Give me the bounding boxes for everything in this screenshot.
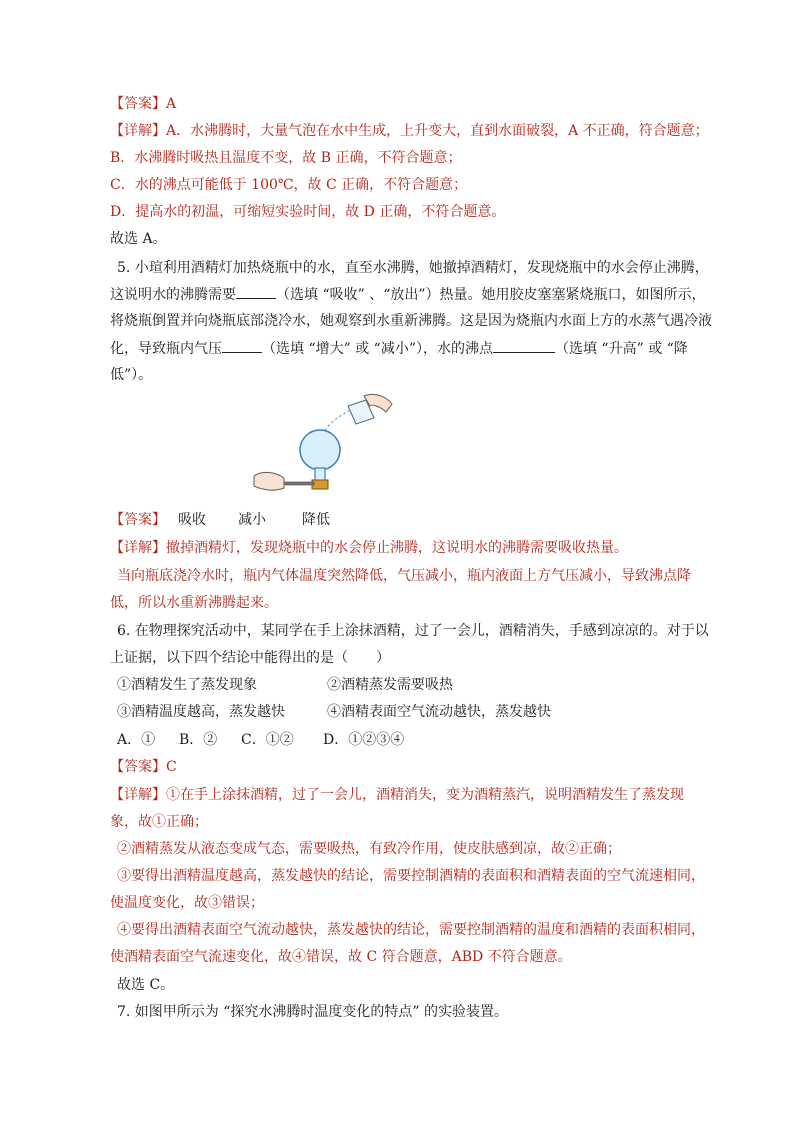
q4-detail-a — [110, 121, 710, 141]
q5-detail-3: 低，所以水重新沸腾起来。 — [110, 595, 278, 611]
choice-c: C．①② — [241, 732, 294, 748]
q5-line-1: 5. 小瑄利用酒精灯加热烧瓶中的水，直至水沸腾，她撤掉酒精灯，发现烧瓶中的水会停止沸腾， — [117, 260, 709, 276]
q6-choose: 故选 C。 — [117, 977, 175, 993]
q7-line-1: 7. 如图甲所示为 “探究水沸腾时温度变化的特点” 的实验装置。 — [117, 1004, 509, 1020]
q4-detail-b: B．水沸腾时吸热且温度不变，故 B 正确，不符合题意； — [110, 150, 462, 166]
answer-1: 吸收 — [178, 512, 206, 528]
q4-choose: 故选 A。 — [110, 231, 167, 247]
option-3: ③酒精温度越高，蒸发越快 — [117, 704, 285, 720]
answer-value: C — [166, 759, 177, 775]
detail-text: ①在手上涂抹酒精，过了一会儿，酒精消失，变为酒精蒸汽，说明酒精发生了蒸发现 — [166, 787, 684, 803]
answer-tag: 【答案】 — [110, 96, 166, 112]
beaker-icon — [348, 394, 392, 424]
answer-tag: 【答案】 — [110, 759, 166, 775]
q4-answer-line — [110, 94, 710, 114]
detail-tag: 【详解】 — [110, 540, 166, 556]
choice-a: A．① — [117, 732, 156, 748]
blank-2 — [222, 338, 262, 353]
answer-value: A — [166, 96, 177, 112]
option-1: ①酒精发生了蒸发现象 — [117, 677, 257, 693]
q6-detail-6: ④要得出酒精表面空气流动越快，蒸发越快的结论，需要控制酒精的温度和酒精的表面积相同， — [117, 922, 705, 938]
q5-answer-line — [110, 510, 710, 530]
detail-text: 撤掉酒精灯，发现烧瓶中的水会停止沸腾，这说明水的沸腾需要吸收热量。 — [166, 540, 628, 556]
q5-line-3: 将烧瓶倒置并向烧瓶底部浇冷水，她观察到水重新沸腾。这是因为烧瓶内水面上方的水蒸气遇冷液 — [110, 313, 712, 329]
stopper-icon — [312, 480, 328, 489]
q6-line-1: 6. 在物理探究活动中，某同学在手上涂抹酒精，过了一会儿，酒精消失，手感到凉凉的。对于以 — [117, 623, 709, 639]
q6-detail-4: ③要得出酒精温度越高，蒸发越快的结论，需要控制酒精的表面积和酒精表面的空气流速相同， — [117, 868, 705, 884]
blank-1 — [236, 284, 276, 299]
q5-line-4 — [110, 338, 710, 359]
blank-3 — [493, 338, 555, 353]
choice-b: B．② — [179, 732, 218, 748]
flask-icon — [300, 430, 340, 470]
q6-detail-1 — [110, 785, 710, 805]
q5-text: （选填 “增大” 或 “减小”），水的沸点 — [262, 341, 493, 357]
q6-answer-line — [110, 757, 710, 777]
inverted-flask-illustration — [252, 392, 412, 504]
choice-d: D．①②③④ — [323, 732, 405, 748]
q5-line-2 — [110, 284, 710, 305]
q6-detail-2: 象，故①正确； — [110, 814, 208, 830]
q5-line-5: 低”）。 — [110, 367, 153, 383]
answer-3: 降低 — [302, 512, 330, 528]
q6-options-row-2 — [117, 702, 717, 722]
q6-detail-7: 使酒精表面空气流速变化，故④错误，故 C 符合题意，ABD 不符合题意。 — [110, 949, 572, 965]
q6-detail-3: ②酒精蒸发从液态变成气态，需要吸热，有致冷作用，使皮肤感到凉，故②正确； — [117, 841, 621, 857]
detail-text: A．水沸腾时，大量气泡在水中生成，上升变大，直到水面破裂，A 不正确，符合题意； — [166, 123, 709, 139]
q6-detail-5: 使温度变化，故③错误； — [110, 895, 264, 911]
q5-text: （选填 “升高” 或 “降 — [554, 341, 688, 357]
q5-text: 这说明水的沸腾需要 — [110, 287, 236, 303]
q6-choices — [117, 730, 717, 750]
q5-text: 化，导致瓶内气压 — [110, 341, 222, 357]
answer-2: 减小 — [238, 512, 266, 528]
option-2: ②酒精蒸发需要吸热 — [327, 677, 453, 693]
q4-detail-d: D．提高水的初温，可缩短实验时间，故 D 正确，不符合题意。 — [110, 204, 506, 220]
q5-detail-2: 当向瓶底浇冷水时，瓶内气体温度突然降低，气压减小，瓶内液面上方气压减小，导致沸点降 — [117, 568, 691, 584]
q6-line-2: 上证据，以下四个结论中能得出的是（ ） — [110, 650, 390, 666]
detail-tag: 【详解】 — [110, 787, 166, 803]
answer-tag: 【答案】 — [110, 512, 166, 528]
water-stream — [324, 410, 350, 432]
q6-options-row-1 — [117, 675, 717, 695]
hand-icon — [254, 472, 284, 490]
q4-detail-c: C．水的沸点可能低于 100℃，故 C 正确，不符合题意； — [110, 177, 468, 193]
flask-figure — [252, 392, 412, 504]
q5-detail-1 — [110, 538, 710, 558]
option-4: ④酒精表面空气流动越快，蒸发越快 — [327, 704, 551, 720]
detail-tag: 【详解】 — [110, 123, 166, 139]
q5-text: （选填 “吸收” 、“放出”）热量。她用胶皮塞塞紧烧瓶口，如图所示， — [276, 287, 706, 303]
